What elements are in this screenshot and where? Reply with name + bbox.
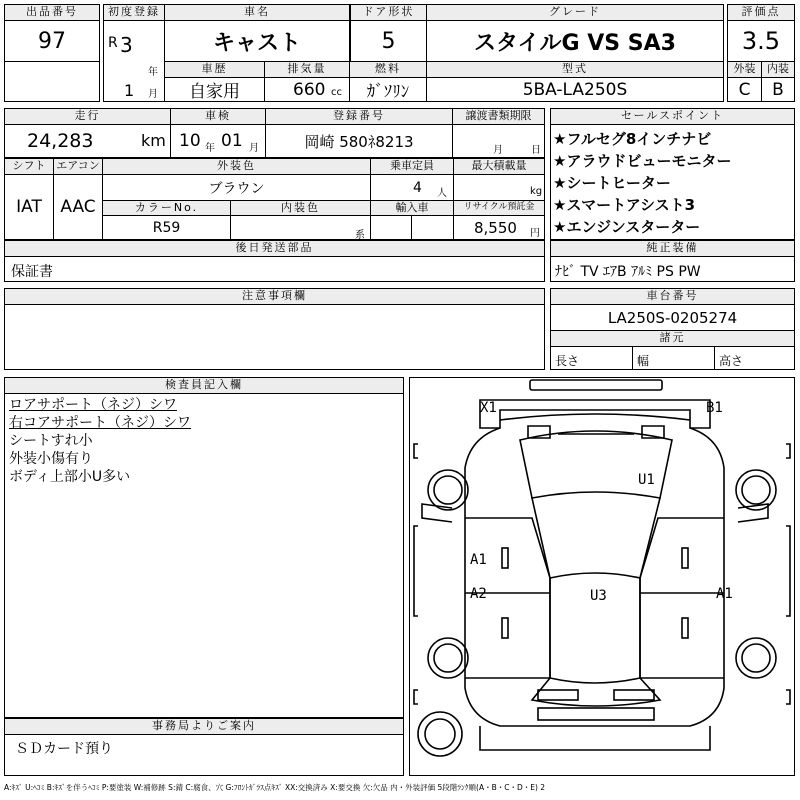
score-label: 評価点 [727,4,795,21]
exterior-grade: C [727,77,762,102]
mileage-value: 24,283 [27,130,94,152]
mark-a1-left: A1 [470,552,487,568]
int-color-unit: 系 [355,230,365,240]
inspection-year: 10 [179,131,201,151]
era: R [108,35,118,51]
selling-point: ★スマートアシスト3 [553,196,696,214]
interior-label: 内装 [761,61,795,78]
year-unit: 年 [148,67,158,78]
displacement-value: 660 [293,80,326,100]
transfer-label: 譲渡書類期限 [452,108,545,125]
import-box-1 [370,215,412,240]
mark-b1: B1 [706,400,723,416]
later-label: 後日発送部品 [4,240,545,257]
load-unit: kg [530,186,543,197]
selling-point: ★フルセグ8インチナビ [553,130,712,148]
recycle-label: リサイクル預託金 [453,200,545,216]
reg-month: 1 [124,81,135,100]
displacement-unit: cc [331,87,342,98]
displacement-box [264,77,350,102]
inspector-line: 右コアサポート（ネジ）シワ [9,415,191,431]
mark-u1: U1 [638,472,655,488]
reg-no-value: 岡崎 580ﾈ8213 [265,124,453,158]
mileage-label: 走行 [4,108,171,125]
inspector-label: 検査員記入欄 [4,377,404,394]
car-outline-icon [410,378,794,775]
ac-label: エアコン [53,158,103,175]
fuel-label: 燃料 [349,61,427,78]
color-label: 外装色 [102,158,371,175]
selling-point: ★アラウドビューモニター [553,152,732,170]
exterior-label: 外装 [727,61,762,78]
door-label: ドア形状 [350,4,427,21]
inspection-box [170,124,266,158]
recycle-box [453,215,545,240]
grade-value: スタイルG VS SA3 [426,20,724,62]
equipment-value: ﾅﾋﾞ TV ｴｱB ｱﾙﾐ PS PW [550,256,795,282]
inspector-line: シートすれ小 [9,433,93,449]
load-box [453,174,545,201]
color-value: ブラウン [102,174,371,201]
score-value: 3.5 [727,20,795,62]
notes-label: 注意事項欄 [4,288,545,305]
transfer-day-unit: 日 [531,145,541,156]
selling-point: ★エンジンスターター [553,218,701,236]
selling-points-box [550,124,795,240]
int-color-box [230,215,371,240]
equipment-label: 純正装備 [550,240,795,257]
inspector-line: ロアサポート（ネジ）シワ [9,397,177,413]
model-label: 型式 [426,61,724,78]
lot-number: 97 [4,20,100,62]
fuel-value: ｶﾞｿﾘﾝ [349,77,427,102]
first-reg-label: 初度登録 [103,4,165,21]
capacity-label: 乗車定員 [370,158,454,175]
door-value: 5 [350,20,427,62]
transfer-month-unit: 月 [493,145,503,156]
legend: A:ｷｽﾞ U:ﾍｺﾐ B:ｷｽﾞを伴うﾍｺﾐ P:要塗装 W:補修跡 S:錆 C:腐食、穴 G:ﾌﾛﾝﾄｶﾞﾗｽ点ｷｽﾞ XX:交換済み X:要交換 欠:欠品 内・外装評価 5段階ﾗﾝｸ順(A・B・C・D・E) 2 [4,783,546,792]
inspection-month: 01 [221,131,243,151]
later-value: 保証書 [4,256,545,282]
import-box-2 [411,215,454,240]
reg-year: 3 [120,33,133,57]
mark-u3: U3 [590,588,607,604]
inspector-line: ボディ上部小U多い [9,469,131,485]
color-no-label: カラーNo. [102,200,231,216]
inspector-box [4,393,404,718]
inspector-line: 外装小傷有り [9,451,93,467]
mark-a2: A2 [470,586,487,602]
notes-box [4,304,545,370]
capacity-value: 4 [413,180,422,196]
selling-points-label: セールスポイント [550,108,795,125]
grade-label: グレード [426,4,724,21]
reg-no-label: 登録番号 [265,108,453,125]
car-name: キャスト [164,20,350,62]
interior-grade: B [761,77,795,102]
int-color-label: 内装色 [230,200,371,216]
recycle-unit: 円 [530,228,540,239]
office-value: ＳＤカード預り [4,734,404,776]
capacity-box [370,174,454,201]
shift-value: IAT [4,174,54,240]
mark-x1: X1 [480,400,497,416]
shift-label: シフト [4,158,54,175]
selling-point: ★シートヒーター [553,174,671,192]
lot-blank [4,61,100,102]
transfer-box [452,124,545,158]
office-label: 事務局よりご案内 [4,718,404,735]
width-label: 幅 [632,346,715,370]
history-value: 自家用 [164,77,265,102]
ac-value: AAC [53,174,103,240]
car-name-label: 車名 [164,4,350,21]
mileage-unit: km [141,131,166,150]
history-label: 車歴 [164,61,265,78]
lot-label: 出品番号 [4,4,100,21]
length-label: 長さ [550,346,633,370]
color-no-value: R59 [102,215,231,240]
chassis-value: LA250S-0205274 [550,304,795,331]
model-value: 5BA-LA250S [426,77,724,102]
height-label: 高さ [714,346,795,370]
mileage-box [4,124,171,158]
capacity-unit: 人 [437,188,447,199]
mark-a1-right: A1 [716,586,733,602]
first-reg-box [103,20,165,102]
dims-label: 諸元 [550,330,795,347]
import-label: 輸入車 [370,200,454,216]
recycle-value: 8,550 [474,219,517,237]
inspection-month-unit: 月 [249,143,259,154]
displacement-label: 排気量 [264,61,350,78]
month-unit: 月 [148,89,158,100]
load-label: 最大積載量 [453,158,545,175]
inspection-label: 車検 [170,108,266,125]
inspection-year-unit: 年 [205,143,215,154]
chassis-label: 車台番号 [550,288,795,305]
car-diagram [409,377,795,776]
